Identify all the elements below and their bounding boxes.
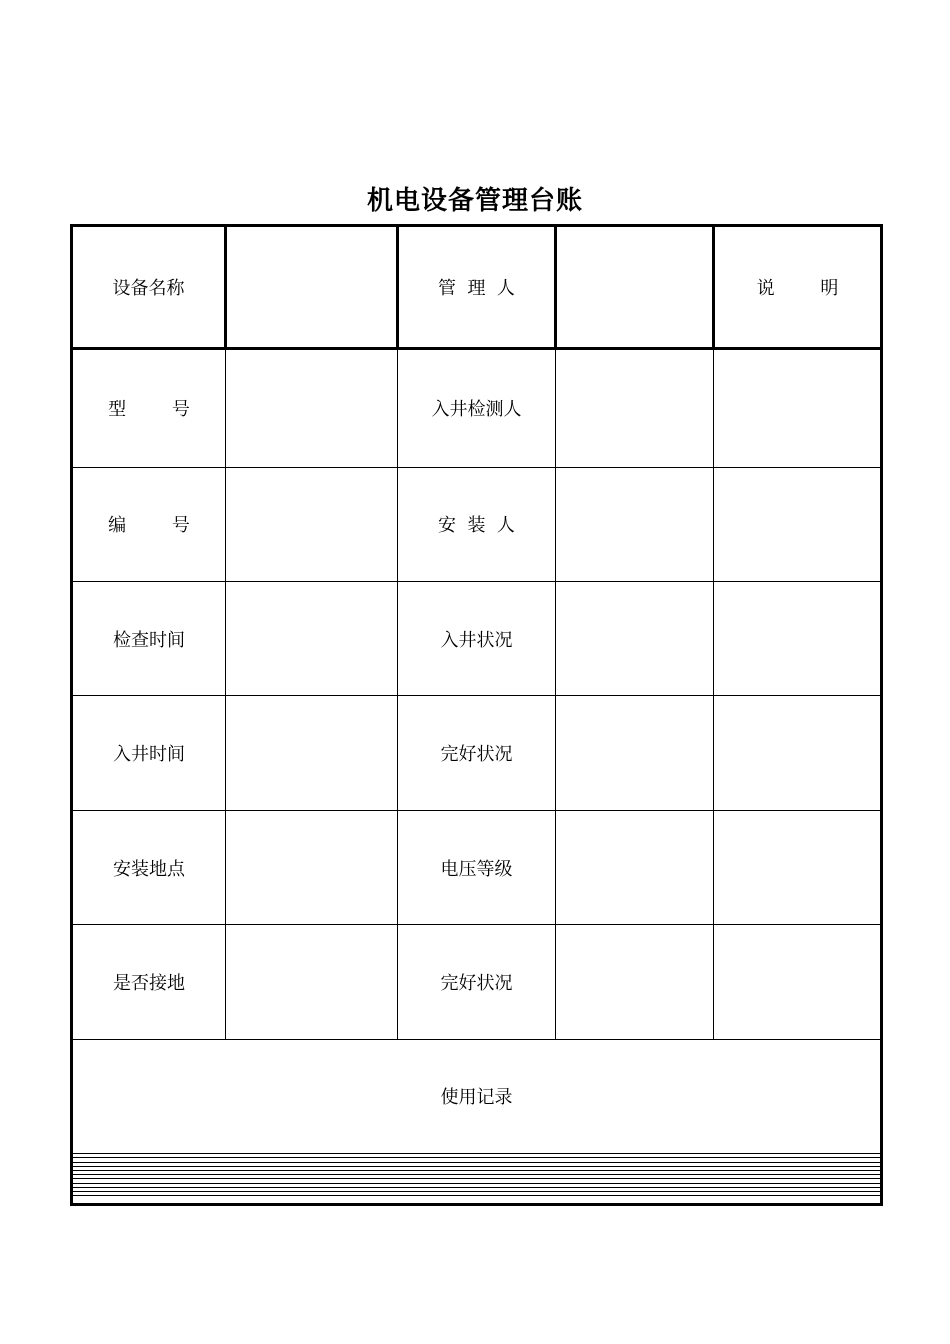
row-label: 完好状况 (398, 696, 556, 810)
page-title: 机电设备管理台账 (366, 186, 583, 216)
table-row (72, 467, 882, 581)
usage-record-header-row (72, 1039, 882, 1153)
row-value-cell[interactable] (226, 925, 398, 1039)
manager-value-cell[interactable] (556, 226, 714, 349)
notes-cell[interactable] (714, 467, 882, 581)
row-label: 入井时间 (72, 696, 226, 810)
notes-cell[interactable] (714, 348, 882, 467)
table-row (72, 810, 882, 924)
row-value-cell[interactable] (226, 467, 398, 581)
header-row (72, 226, 882, 349)
row-label: 编 号 (72, 467, 226, 581)
equipment-ledger-table (70, 224, 883, 1206)
usage-record-label: 使用记录 (72, 1039, 882, 1153)
row-value-cell[interactable] (226, 348, 398, 467)
row-label: 安 装 人 (398, 467, 556, 581)
row-value-cell[interactable] (226, 696, 398, 810)
row-value-cell[interactable] (226, 810, 398, 924)
row-value-cell[interactable] (556, 696, 714, 810)
row-label: 安装地点 (72, 810, 226, 924)
manager-label: 管 理 人 (398, 226, 556, 349)
row-value-cell[interactable] (556, 925, 714, 1039)
device-name-label: 设备名称 (72, 226, 226, 349)
row-value-cell[interactable] (556, 348, 714, 467)
table-row (72, 696, 882, 810)
row-label: 电压等级 (398, 810, 556, 924)
usage-record-row (72, 1196, 882, 1205)
notes-cell[interactable] (714, 810, 882, 924)
row-label: 入井状况 (398, 581, 556, 695)
device-name-value-cell[interactable] (226, 226, 398, 349)
row-label: 完好状况 (398, 925, 556, 1039)
row-value-cell[interactable] (556, 581, 714, 695)
notes-label: 说 明 (714, 226, 882, 349)
notes-cell[interactable] (714, 696, 882, 810)
notes-cell[interactable] (714, 581, 882, 695)
row-value-cell[interactable] (226, 581, 398, 695)
row-label: 入井检测人 (398, 348, 556, 467)
table-row (72, 348, 882, 467)
table-row (72, 581, 882, 695)
row-label: 型 号 (72, 348, 226, 467)
notes-cell[interactable] (714, 925, 882, 1039)
row-value-cell[interactable] (556, 467, 714, 581)
table-row (72, 925, 882, 1039)
row-label: 是否接地 (72, 925, 226, 1039)
row-label: 检查时间 (72, 581, 226, 695)
row-value-cell[interactable] (556, 810, 714, 924)
usage-record-entry[interactable] (72, 1196, 882, 1205)
